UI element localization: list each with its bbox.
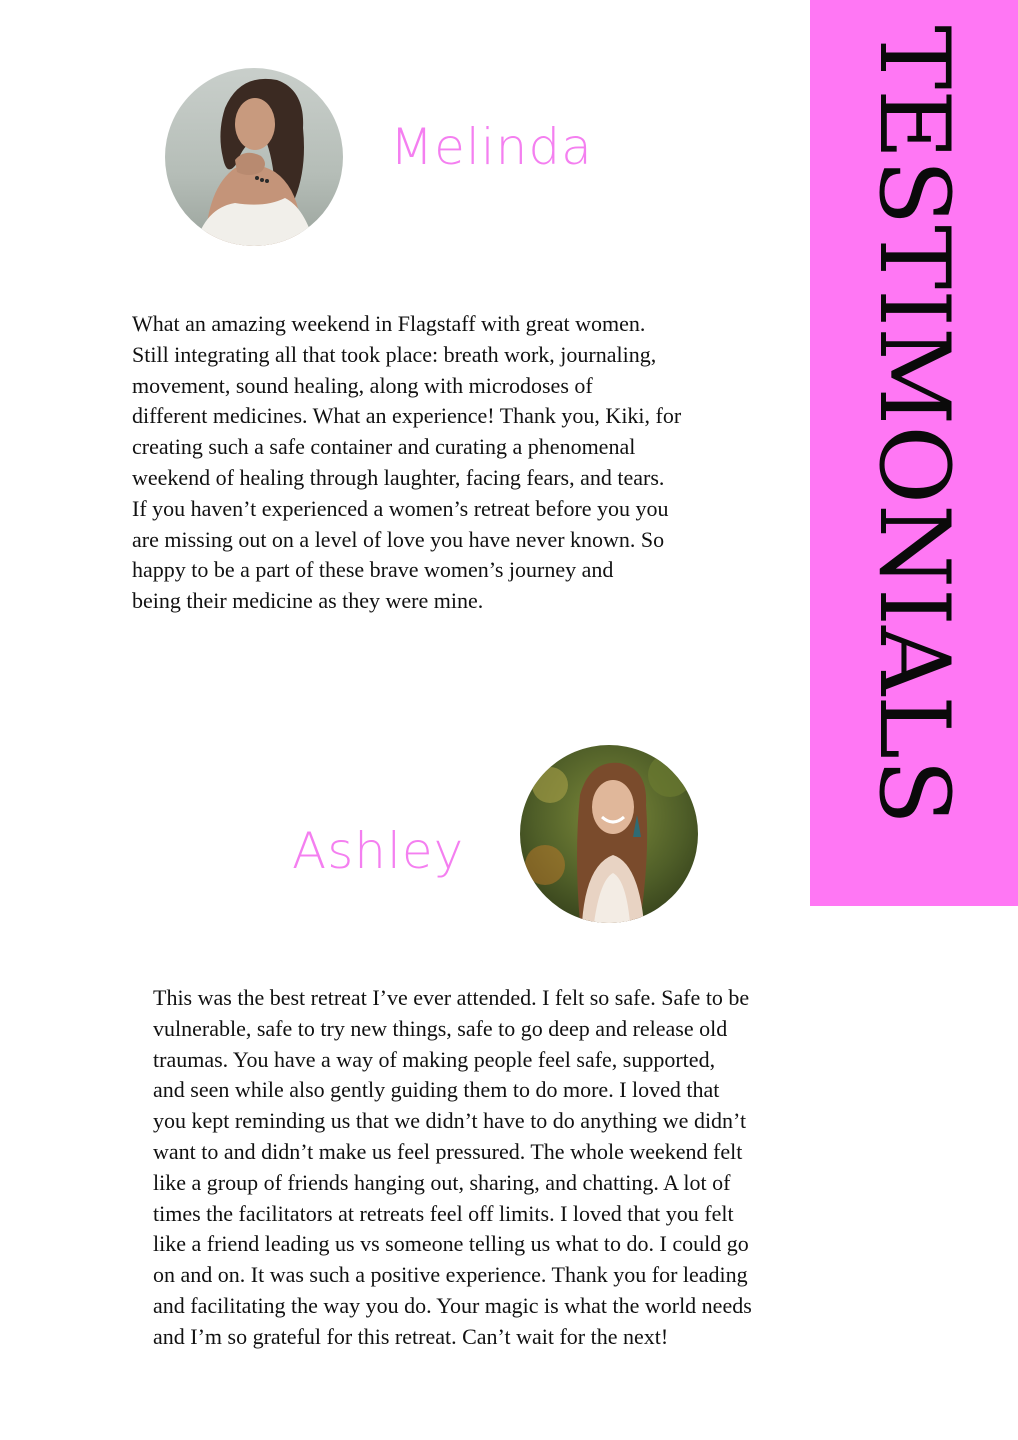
banner-title [810, 0, 1018, 906]
melinda-testimonial [132, 309, 752, 617]
testimonial-line: Still integrating all that took place: breath work, journaling, [132, 341, 657, 367]
testimonial-line: creating such a safe container and curating a phenomenal [132, 434, 636, 460]
portrait-photo-icon [520, 745, 698, 923]
melinda-avatar [165, 68, 343, 246]
testimonial-line: If you haven’t experienced a women’s retreat before you you [132, 495, 669, 521]
testimonial-line: weekend of healing through laughter, facing fears, and tears. [132, 464, 665, 490]
testimonial-line: What an amazing weekend in Flagstaff with great women. [132, 311, 646, 336]
melinda-name: Melinda [390, 118, 593, 176]
testimonial-line: and facilitating the way you do. Your magic is what the world needs [153, 1292, 752, 1318]
testimonial-line: times the facilitators at retreats feel off limits. I loved that you felt [153, 1200, 734, 1226]
ashley-name: Ashley [292, 822, 465, 880]
testimonial-line: being their medicine as they were mine. [132, 588, 484, 614]
testimonial-line: are missing out on a level of love you have never known. So [132, 526, 665, 552]
testimonial-line: different medicines. What an experience! Thank you, Kiki, for [132, 403, 682, 429]
ashley-testimonial [153, 983, 813, 1353]
testimonials-banner [810, 0, 1018, 906]
banner-title-text: TESTIMONIALS [858, 25, 970, 825]
testimonial-line: want to and didn’t make us feel pressured. The whole weekend felt [153, 1138, 743, 1164]
testimonial-line: on and on. It was such a positive experience. Thank you for leading [153, 1262, 748, 1288]
portrait-photo-icon [165, 68, 343, 246]
testimonial-line: This was the best retreat I’ve ever attended. I felt so safe. Safe to be [153, 985, 750, 1010]
ashley-avatar [520, 745, 698, 923]
testimonial-line: movement, sound healing, along with microdoses of [132, 372, 593, 398]
testimonial-line: happy to be a part of these brave women’s journey and [132, 557, 614, 583]
testimonial-line: and I’m so grateful for this retreat. Can’t wait for the next! [153, 1323, 669, 1349]
testimonial-line: and seen while also gently guiding them to do more. I loved that [153, 1077, 720, 1103]
testimonial-line: like a friend leading us vs someone telling us what to do. I could go [153, 1231, 749, 1257]
testimonial-line: vulnerable, safe to try new things, safe to go deep and release old [153, 1015, 728, 1041]
testimonial-line: like a group of friends hanging out, sharing, and chatting. A lot of [153, 1169, 731, 1195]
testimonial-line: traumas. You have a way of making people feel safe, supported, [153, 1046, 716, 1072]
testimonial-line: you kept reminding us that we didn’t have to do anything we didn’t [153, 1108, 747, 1134]
